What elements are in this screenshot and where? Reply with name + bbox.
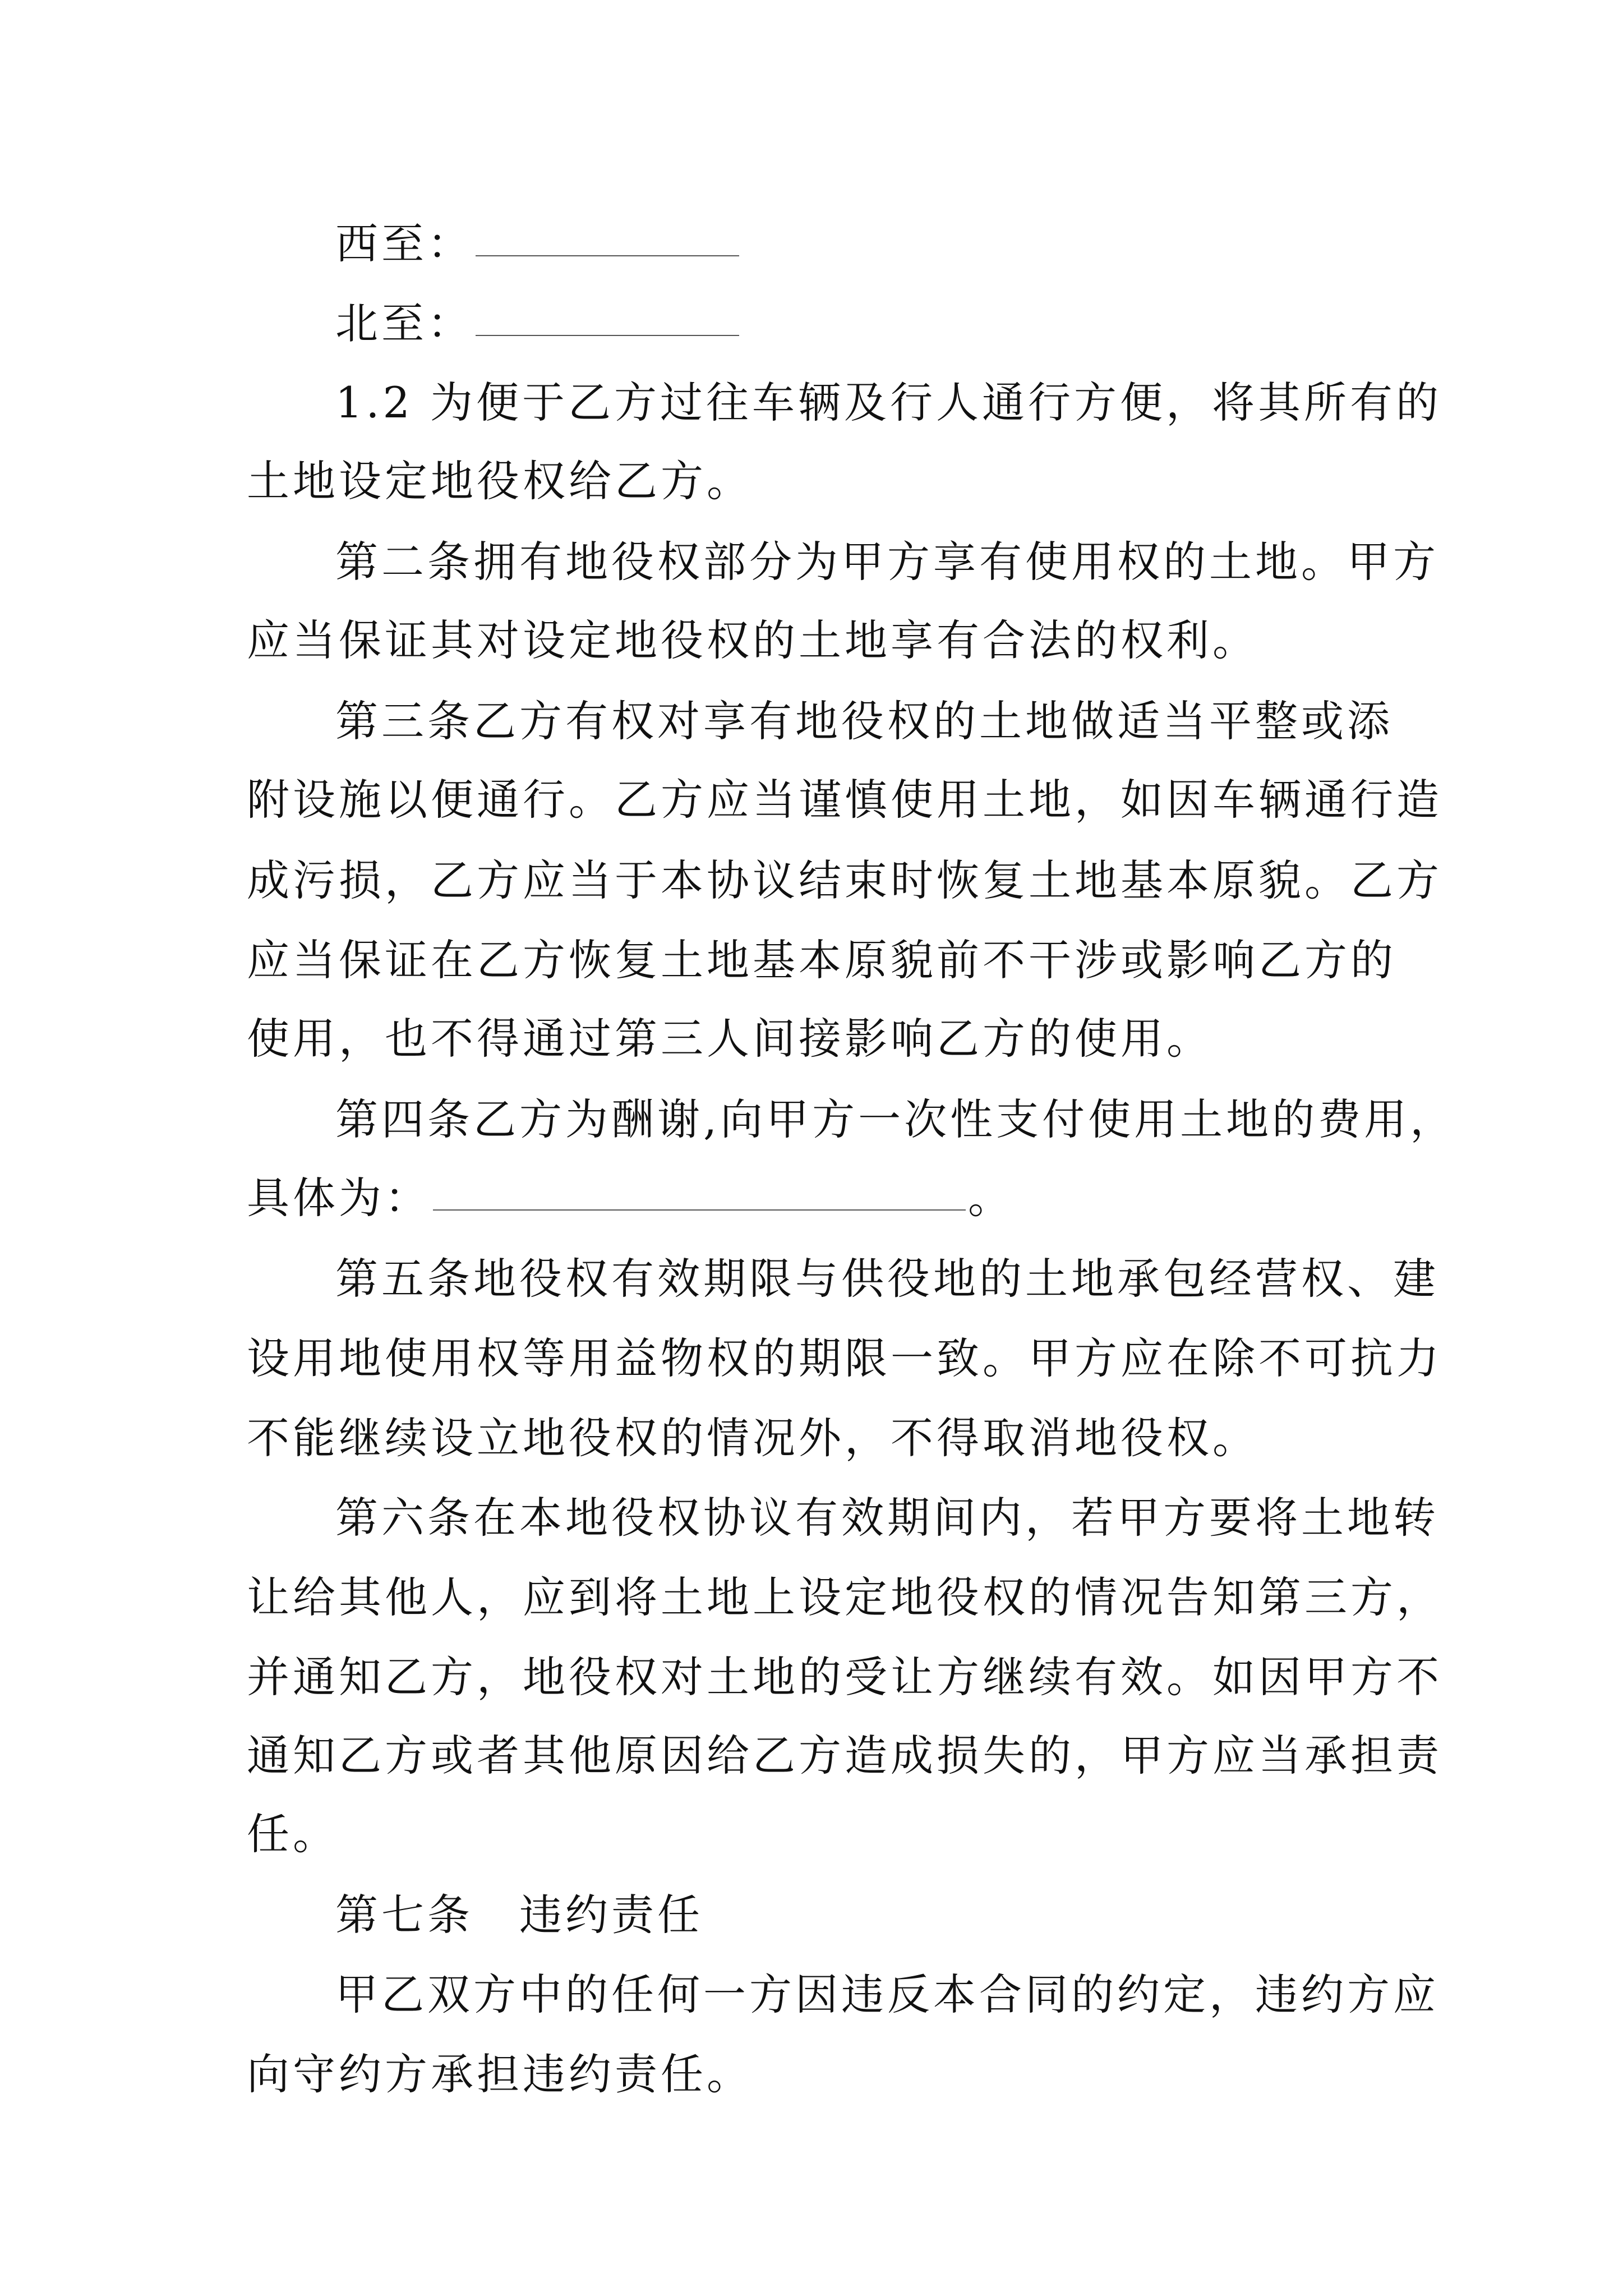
west-boundary-blank [476, 199, 739, 256]
article-2-line-1: 第二条拥有地役权部分为甲方享有使用权的土地。甲方 [335, 537, 1439, 587]
article-5-line-1: 第五条地役权有效期限与供役地的土地承包经营权、建 [335, 1254, 1439, 1304]
article-4-line-2 [247, 1153, 1391, 1243]
article-5-line-2: 设用地使用权等用益物权的期限一致。甲方应在除不可抗力 [247, 1333, 1442, 1383]
north-boundary-blank [476, 279, 739, 336]
west-boundary-line [335, 199, 1479, 289]
article-7-line-1: 甲乙双方中的任何一方因违反本合同的约定，违约方应 [335, 1970, 1439, 2019]
north-boundary-label: 北至： [335, 298, 473, 348]
article-3-line-3: 成污损，乙方应当于本协议结束时恢复土地基本原貌。乙方 [247, 855, 1442, 905]
article-6-line-1: 第六条在本地役权协议有效期间内，若甲方要将土地转 [335, 1493, 1439, 1543]
article-7-heading: 第七条 违约责任 [335, 1890, 703, 1940]
article-7-line-2: 向守约方承担违约责任。 [247, 2049, 753, 2099]
article-3-line-5: 使用，也不得通过第三人间接影响乙方的使用。 [247, 1014, 1212, 1064]
west-boundary-label: 西至： [335, 219, 473, 269]
article-4-line-1: 第四条乙方为酬谢,向甲方一次性支付使用土地的费用， [335, 1094, 1456, 1144]
article-6-line-3: 并通知乙方，地役权对土地的受让方继续有效。如因甲方不 [247, 1652, 1442, 1702]
payment-blank [433, 1153, 966, 1211]
payment-period: 。 [968, 1173, 1014, 1223]
article-6-line-4: 通知乙方或者其他原因给乙方造成损失的，甲方应当承担责 [247, 1731, 1442, 1780]
article-6-line-2: 让给其他人，应到将土地上设定地役权的情况告知第三方， [247, 1572, 1442, 1622]
clause-1-2-line-1: 1.2 为便于乙方过往车辆及行人通行方便，将其所有的 [335, 378, 1442, 427]
article-3-line-4: 应当保证在乙方恢复土地基本原貌前不干涉或影响乙方的 [247, 935, 1396, 985]
article-3-line-1: 第三条乙方有权对享有地役权的土地做适当平整或添 [335, 696, 1393, 746]
article-3-line-2: 附设施以便通行。乙方应当谨慎使用土地，如因车辆通行造 [247, 775, 1442, 825]
clause-1-2-line-2: 土地设定地役权给乙方。 [247, 456, 753, 506]
article-6-line-5: 任。 [247, 1809, 339, 1859]
payment-label: 具体为： [247, 1173, 431, 1223]
article-2-line-2: 应当保证其对设定地役权的土地享有合法的权利。 [247, 615, 1258, 665]
article-5-line-3: 不能继续设立地役权的情况外，不得取消地役权。 [247, 1413, 1258, 1463]
north-boundary-line [335, 279, 1479, 369]
